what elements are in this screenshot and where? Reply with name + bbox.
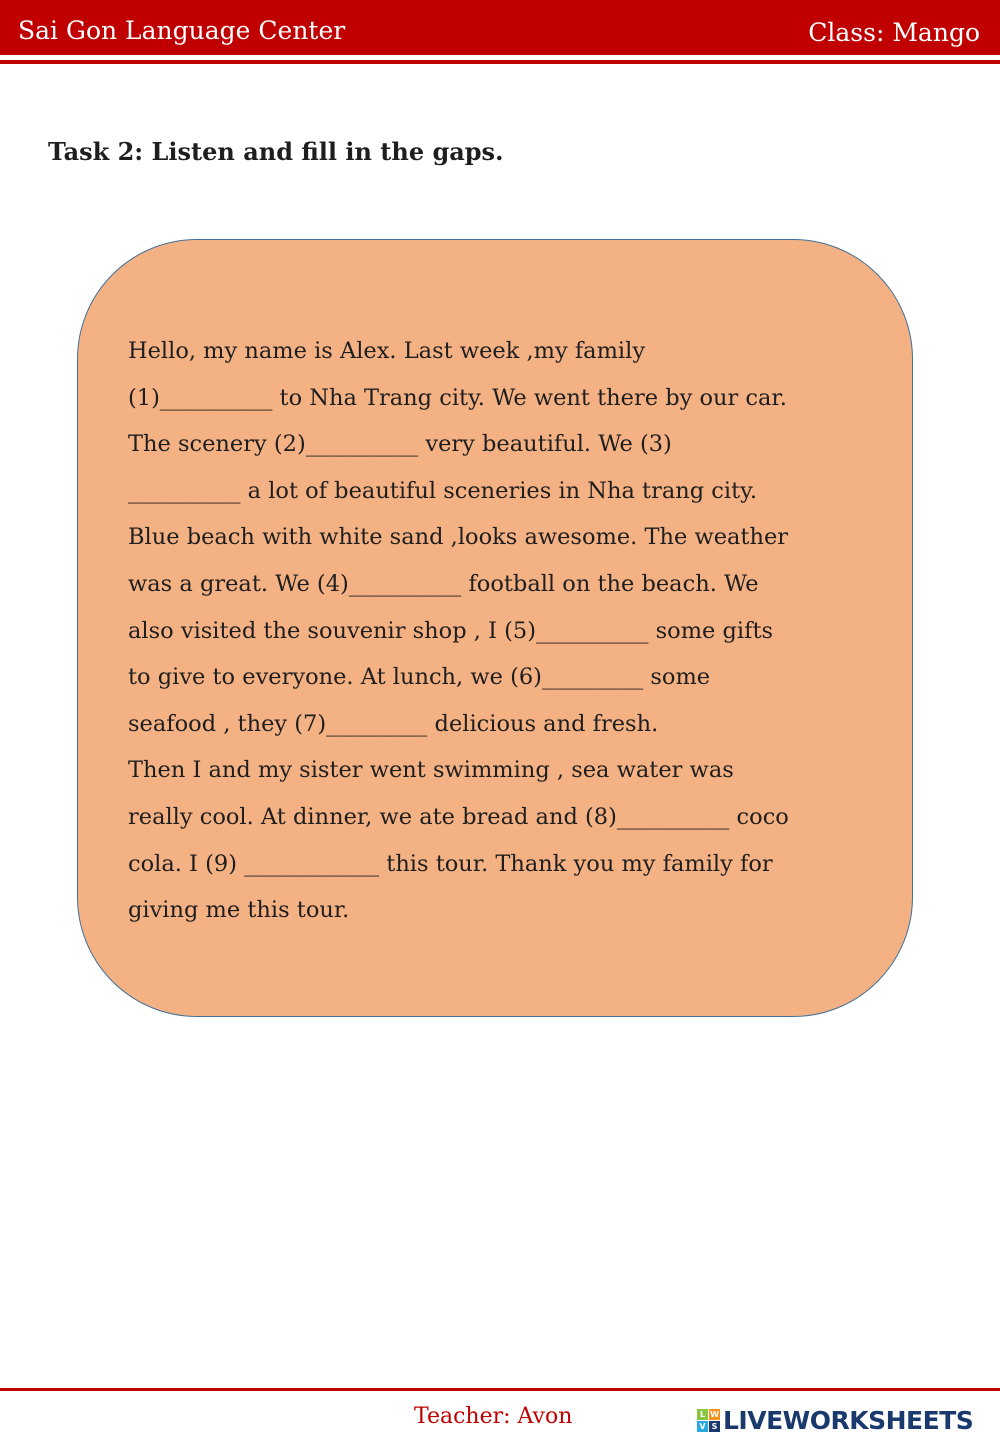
story-line: The scenery (2)__________ very beautiful. We (3) <box>128 431 672 458</box>
center-name: Sai Gon Language Center <box>18 16 346 45</box>
class-name: Class: Mango <box>808 18 980 47</box>
logo-letter: S <box>709 1421 720 1432</box>
story-line: Hello, my name is Alex. Last week ,my family <box>128 338 646 364</box>
story-line: seafood , they (7)_________ delicious and fresh. <box>128 710 659 737</box>
story-text <box>128 328 888 934</box>
logo-letter: W <box>710 1410 719 1419</box>
header-divider <box>0 60 1000 64</box>
footer-divider <box>0 1388 1000 1391</box>
liveworksheets-logo <box>697 1406 973 1435</box>
logo-text: LIVEWORKSHEETS <box>723 1406 974 1435</box>
story-line: to give to everyone. At lunch, we (6)_________ some <box>128 664 711 691</box>
story-line: really cool. At dinner, we ate bread and (8)__________ coco <box>128 803 789 830</box>
story-line: cola. I (9) ____________ this tour. Thank you my family for <box>128 850 773 877</box>
teacher-name: Teacher: Avon <box>414 1404 573 1429</box>
story-line: also visited the souvenir shop , I (5)__________ some gifts <box>128 617 774 644</box>
story-line: was a great. We (4)__________ football on the beach. We <box>128 570 759 597</box>
story-line: (1)__________ to Nha Trang city. We went there by our car. <box>128 384 787 411</box>
story-line: giving me this tour. <box>128 897 350 924</box>
story-line: Then I and my sister went swimming , sea water was <box>128 757 734 784</box>
logo-letter: V <box>697 1421 708 1432</box>
story-line: Blue beach with white sand ,looks awesome. The weather <box>128 524 789 551</box>
story-line: __________ a lot of beautiful sceneries in Nha trang city. <box>128 477 758 504</box>
liveworksheets-logo-icon <box>697 1409 720 1432</box>
logo-letter: L <box>697 1409 708 1420</box>
task-title: Task 2: Listen and fill in the gaps. <box>48 137 504 166</box>
